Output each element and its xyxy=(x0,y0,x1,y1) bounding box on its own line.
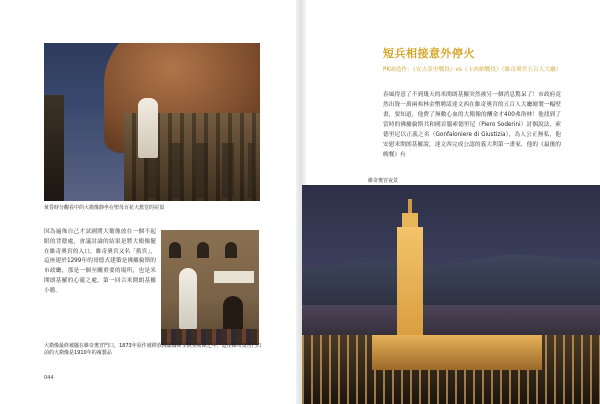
photo-palazzo-vecchio-night xyxy=(302,185,600,404)
statue-figure xyxy=(138,98,158,158)
page-number: 044 xyxy=(44,375,54,381)
palazzo-tower xyxy=(397,227,423,347)
caption-duomo: 黄昏時分觀看中的大衛像靜坐在聖母百花大教堂的屋頂 xyxy=(44,205,165,211)
palazzo-banner xyxy=(213,270,255,284)
left-body-text: 因為遍佈自己才試圖將大衛像放在一個不起眼的背陰處，會議討論的結果是將大衛像擺在維奇奧宮的入口，維奇奧宮又名「舊宮」，這座建於1299年的哥德式建築是佛羅倫斯的市政廳，那是一個至關重要的場所，也是米開朗基羅的心靈之處，第一回合米開朗基羅小勝。 xyxy=(44,229,156,294)
night-hills xyxy=(302,245,600,305)
photo-duomo-rooftop xyxy=(44,43,260,201)
palazzo-building xyxy=(372,335,542,370)
caption-palazzo: 大衛像最終被擺在維奇奧宮門口，1873年原作被移放佛羅倫斯學院美術館之中，這座維奇奧宮門口前的大衛像是1910年的複製品 xyxy=(44,343,262,356)
photo-palazzo-vecchio-entrance xyxy=(161,230,259,345)
caption-night-view: 維奇奧宮夜景 xyxy=(368,178,399,184)
palazzo-door xyxy=(223,296,243,330)
section-title: 短兵相接意外停火 xyxy=(383,47,475,60)
palazzo-window xyxy=(169,242,181,258)
cathedral-arches xyxy=(144,143,254,198)
right-body-text: 春風得意了不到幾天的米開朗基羅突然被另一個消息驚呆了！市政府竟然出資一萬兩弗林金幣聘請達文西在維奇奧宮的五百人大廳繪製一幅壁畫，要知道，他費了無數心血的大衛像的酬金才400弗洛林！他找到了當時的佛羅倫斯共和國首腦索德里尼（Piero Soderini）討個說法，索德里尼以正義之名（Gonfaloniere di Giustizia），為人公正無私，他安慰米開朗基羅說，達文西完成公認的義大利第一畫家，他的《最後的晚餐》有 xyxy=(383,92,561,158)
section-subtitle: PK兩造作：《安吉亞里戰役》vs《卡西納戰役》（維奇奧宮五百人大廳） xyxy=(383,67,562,73)
palazzo-window xyxy=(197,242,209,258)
palazzo-window xyxy=(225,242,237,258)
bell-tower-edge xyxy=(44,95,64,201)
david-statue xyxy=(179,268,197,330)
